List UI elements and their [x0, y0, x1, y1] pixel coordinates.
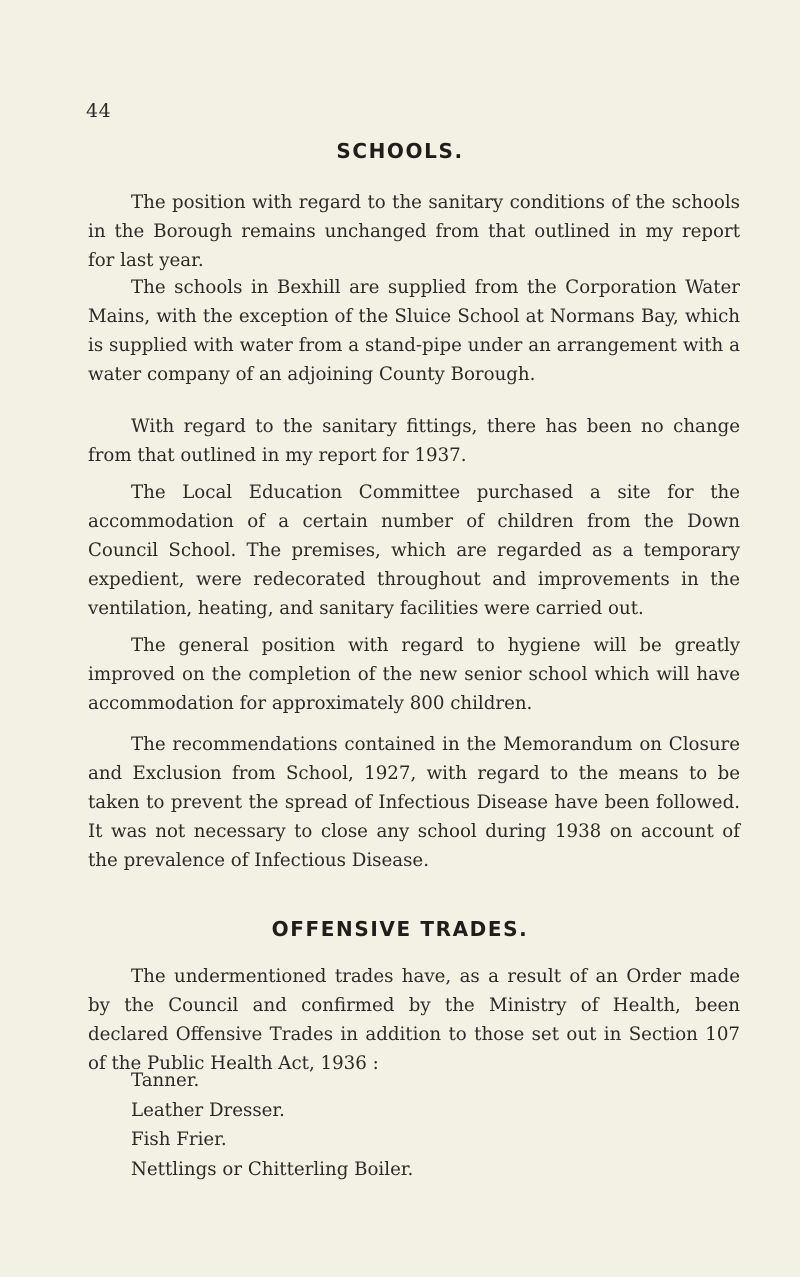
- offensive-trades-heading: OFFENSIVE TRADES.: [271, 917, 529, 941]
- page-number: 44: [86, 100, 112, 122]
- schools-paragraph: The position with regard to the sanitary conditions of the schools in the Borough remains unchanged from that outlined in my report for last year.: [88, 192, 740, 271]
- trade-item: Fish Frier.: [131, 1129, 227, 1150]
- offensive-trades-list: [131, 1066, 413, 1184]
- schools-paragraph: The schools in Bexhill are supplied from the Corporation Water Mains, with the exception of the Sluice School at Normans Bay, which is supplied with water from a stand-pipe under an arrangement with a water company of an adjoining County Borough.: [88, 277, 740, 385]
- trade-item: Leather Dresser.: [131, 1099, 285, 1121]
- trade-item: Tanner.: [131, 1070, 200, 1091]
- schools-paragraph: With regard to the sanitary fittings, there has been no change from that outlined in my report for 1937.: [88, 416, 740, 466]
- offensive-trades-intro: The undermentioned trades have, as a result of an Order made by the Council and confirmed by the Ministry of Health, been declared Offensive Trades in addition to those set out in Section 107 of the Public Health Act, 1936 :: [88, 966, 740, 1074]
- schools-paragraph: The Local Education Committee purchased a site for the accommodation of a certain number of children from the Down Council School. The premises, which are regarded as a temporary expedient, were redecorated throughout and improvements in the ventilation, heating, and sanitary facilities were carried out.: [88, 482, 740, 619]
- schools-heading: SCHOOLS.: [336, 139, 464, 163]
- schools-paragraph: The general position with regard to hygiene will be greatly improved on the completion of the new senior school which will have accommodation for approximately 800 children.: [88, 635, 740, 714]
- schools-paragraph: The recommendations contained in the Memorandum on Closure and Exclusion from School, 1927, with regard to the means to be taken to prevent the spread of Infectious Disease have been followed. It was not necessary to close any school during 1938 on account of the prevalence of Infectious Disease.: [88, 734, 740, 871]
- trade-item: Nettlings or Chitterling Boiler.: [131, 1158, 414, 1180]
